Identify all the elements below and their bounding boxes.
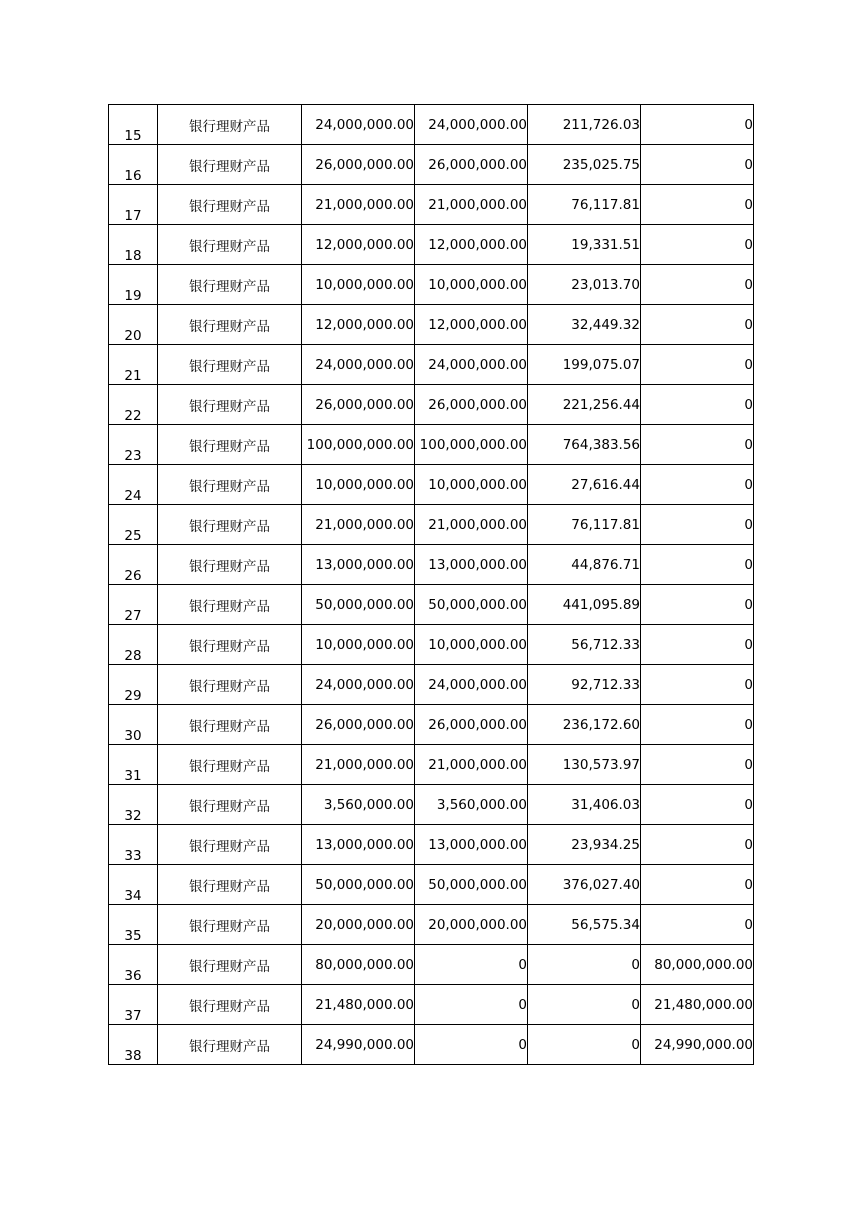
recovered-amount-cell: 26,000,000.00 (415, 385, 528, 425)
table-row (109, 185, 754, 225)
financial-products-table (108, 104, 754, 1065)
product-type-cell: 银行理财产品 (158, 785, 302, 825)
recovered-amount-cell: 50,000,000.00 (415, 865, 528, 905)
table-row (109, 545, 754, 585)
row-number-cell: 32 (109, 785, 158, 825)
outstanding-balance-cell: 0 (641, 865, 754, 905)
product-type-cell: 银行理财产品 (158, 625, 302, 665)
amount-cell: 50,000,000.00 (302, 585, 415, 625)
row-number-cell: 15 (109, 105, 158, 145)
table-row (109, 385, 754, 425)
row-number-cell: 20 (109, 305, 158, 345)
product-type-cell: 银行理财产品 (158, 385, 302, 425)
row-number-cell: 26 (109, 545, 158, 585)
amount-cell: 50,000,000.00 (302, 865, 415, 905)
product-type-cell: 银行理财产品 (158, 105, 302, 145)
income-cell: 211,726.03 (528, 105, 641, 145)
income-cell: 23,934.25 (528, 825, 641, 865)
table-row (109, 825, 754, 865)
outstanding-balance-cell: 0 (641, 825, 754, 865)
amount-cell: 10,000,000.00 (302, 265, 415, 305)
outstanding-balance-cell: 24,990,000.00 (641, 1025, 754, 1065)
outstanding-balance-cell: 0 (641, 385, 754, 425)
table-row (109, 145, 754, 185)
product-type-cell: 银行理财产品 (158, 145, 302, 185)
table-row (109, 905, 754, 945)
amount-cell: 24,990,000.00 (302, 1025, 415, 1065)
amount-cell: 24,000,000.00 (302, 105, 415, 145)
table-row (109, 265, 754, 305)
product-type-cell: 银行理财产品 (158, 985, 302, 1025)
outstanding-balance-cell: 0 (641, 905, 754, 945)
outstanding-balance-cell: 0 (641, 465, 754, 505)
row-number-cell: 17 (109, 185, 158, 225)
row-number-cell: 16 (109, 145, 158, 185)
recovered-amount-cell: 13,000,000.00 (415, 545, 528, 585)
table-row (109, 625, 754, 665)
recovered-amount-cell: 50,000,000.00 (415, 585, 528, 625)
product-type-cell: 银行理财产品 (158, 825, 302, 865)
table-row (109, 785, 754, 825)
amount-cell: 12,000,000.00 (302, 225, 415, 265)
table-row (109, 945, 754, 985)
amount-cell: 21,000,000.00 (302, 185, 415, 225)
outstanding-balance-cell: 0 (641, 585, 754, 625)
income-cell: 19,331.51 (528, 225, 641, 265)
recovered-amount-cell: 12,000,000.00 (415, 225, 528, 265)
row-number-cell: 34 (109, 865, 158, 905)
table-row (109, 465, 754, 505)
income-cell: 0 (528, 985, 641, 1025)
income-cell: 32,449.32 (528, 305, 641, 345)
recovered-amount-cell: 0 (415, 985, 528, 1025)
recovered-amount-cell: 24,000,000.00 (415, 105, 528, 145)
row-number-cell: 28 (109, 625, 158, 665)
product-type-cell: 银行理财产品 (158, 465, 302, 505)
amount-cell: 100,000,000.00 (302, 425, 415, 465)
income-cell: 27,616.44 (528, 465, 641, 505)
recovered-amount-cell: 13,000,000.00 (415, 825, 528, 865)
outstanding-balance-cell: 0 (641, 545, 754, 585)
amount-cell: 21,480,000.00 (302, 985, 415, 1025)
income-cell: 236,172.60 (528, 705, 641, 745)
amount-cell: 20,000,000.00 (302, 905, 415, 945)
income-cell: 0 (528, 945, 641, 985)
outstanding-balance-cell: 0 (641, 185, 754, 225)
income-cell: 76,117.81 (528, 505, 641, 545)
row-number-cell: 23 (109, 425, 158, 465)
product-type-cell: 银行理财产品 (158, 705, 302, 745)
income-cell: 235,025.75 (528, 145, 641, 185)
row-number-cell: 18 (109, 225, 158, 265)
recovered-amount-cell: 24,000,000.00 (415, 665, 528, 705)
table-row (109, 585, 754, 625)
recovered-amount-cell: 10,000,000.00 (415, 465, 528, 505)
amount-cell: 26,000,000.00 (302, 705, 415, 745)
recovered-amount-cell: 3,560,000.00 (415, 785, 528, 825)
table-row (109, 505, 754, 545)
outstanding-balance-cell: 0 (641, 105, 754, 145)
product-type-cell: 银行理财产品 (158, 585, 302, 625)
table-row (109, 745, 754, 785)
outstanding-balance-cell: 0 (641, 265, 754, 305)
recovered-amount-cell: 21,000,000.00 (415, 745, 528, 785)
product-type-cell: 银行理财产品 (158, 665, 302, 705)
amount-cell: 13,000,000.00 (302, 825, 415, 865)
row-number-cell: 25 (109, 505, 158, 545)
recovered-amount-cell: 26,000,000.00 (415, 145, 528, 185)
outstanding-balance-cell: 0 (641, 145, 754, 185)
row-number-cell: 22 (109, 385, 158, 425)
outstanding-balance-cell: 21,480,000.00 (641, 985, 754, 1025)
product-type-cell: 银行理财产品 (158, 545, 302, 585)
income-cell: 764,383.56 (528, 425, 641, 465)
amount-cell: 24,000,000.00 (302, 665, 415, 705)
outstanding-balance-cell: 0 (641, 665, 754, 705)
product-type-cell: 银行理财产品 (158, 905, 302, 945)
income-cell: 76,117.81 (528, 185, 641, 225)
table-row (109, 105, 754, 145)
outstanding-balance-cell: 0 (641, 625, 754, 665)
product-type-cell: 银行理财产品 (158, 1025, 302, 1065)
amount-cell: 12,000,000.00 (302, 305, 415, 345)
income-cell: 44,876.71 (528, 545, 641, 585)
table-body (109, 105, 754, 1065)
amount-cell: 10,000,000.00 (302, 465, 415, 505)
income-cell: 23,013.70 (528, 265, 641, 305)
income-cell: 130,573.97 (528, 745, 641, 785)
amount-cell: 80,000,000.00 (302, 945, 415, 985)
row-number-cell: 19 (109, 265, 158, 305)
product-type-cell: 银行理财产品 (158, 305, 302, 345)
row-number-cell: 21 (109, 345, 158, 385)
income-cell: 31,406.03 (528, 785, 641, 825)
income-cell: 441,095.89 (528, 585, 641, 625)
recovered-amount-cell: 26,000,000.00 (415, 705, 528, 745)
amount-cell: 10,000,000.00 (302, 625, 415, 665)
recovered-amount-cell: 0 (415, 1025, 528, 1065)
row-number-cell: 29 (109, 665, 158, 705)
row-number-cell: 36 (109, 945, 158, 985)
row-number-cell: 37 (109, 985, 158, 1025)
outstanding-balance-cell: 0 (641, 345, 754, 385)
income-cell: 56,712.33 (528, 625, 641, 665)
recovered-amount-cell: 0 (415, 945, 528, 985)
row-number-cell: 24 (109, 465, 158, 505)
income-cell: 92,712.33 (528, 665, 641, 705)
recovered-amount-cell: 24,000,000.00 (415, 345, 528, 385)
outstanding-balance-cell: 0 (641, 505, 754, 545)
product-type-cell: 银行理财产品 (158, 505, 302, 545)
recovered-amount-cell: 10,000,000.00 (415, 265, 528, 305)
row-number-cell: 31 (109, 745, 158, 785)
recovered-amount-cell: 20,000,000.00 (415, 905, 528, 945)
product-type-cell: 银行理财产品 (158, 945, 302, 985)
recovered-amount-cell: 100,000,000.00 (415, 425, 528, 465)
amount-cell: 13,000,000.00 (302, 545, 415, 585)
row-number-cell: 30 (109, 705, 158, 745)
table-row (109, 425, 754, 465)
product-type-cell: 银行理财产品 (158, 225, 302, 265)
income-cell: 56,575.34 (528, 905, 641, 945)
product-type-cell: 银行理财产品 (158, 745, 302, 785)
product-type-cell: 银行理财产品 (158, 865, 302, 905)
recovered-amount-cell: 21,000,000.00 (415, 185, 528, 225)
table-row (109, 665, 754, 705)
outstanding-balance-cell: 80,000,000.00 (641, 945, 754, 985)
outstanding-balance-cell: 0 (641, 425, 754, 465)
table-row (109, 225, 754, 265)
income-cell: 199,075.07 (528, 345, 641, 385)
table-row (109, 865, 754, 905)
amount-cell: 26,000,000.00 (302, 145, 415, 185)
outstanding-balance-cell: 0 (641, 305, 754, 345)
amount-cell: 21,000,000.00 (302, 745, 415, 785)
row-number-cell: 38 (109, 1025, 158, 1065)
product-type-cell: 银行理财产品 (158, 265, 302, 305)
amount-cell: 26,000,000.00 (302, 385, 415, 425)
recovered-amount-cell: 10,000,000.00 (415, 625, 528, 665)
outstanding-balance-cell: 0 (641, 785, 754, 825)
income-cell: 0 (528, 1025, 641, 1065)
row-number-cell: 33 (109, 825, 158, 865)
product-type-cell: 银行理财产品 (158, 345, 302, 385)
amount-cell: 3,560,000.00 (302, 785, 415, 825)
table-row (109, 985, 754, 1025)
outstanding-balance-cell: 0 (641, 705, 754, 745)
row-number-cell: 27 (109, 585, 158, 625)
product-type-cell: 银行理财产品 (158, 425, 302, 465)
amount-cell: 21,000,000.00 (302, 505, 415, 545)
table-row (109, 1025, 754, 1065)
product-type-cell: 银行理财产品 (158, 185, 302, 225)
table-row (109, 705, 754, 745)
amount-cell: 24,000,000.00 (302, 345, 415, 385)
table-row (109, 345, 754, 385)
outstanding-balance-cell: 0 (641, 745, 754, 785)
income-cell: 221,256.44 (528, 385, 641, 425)
outstanding-balance-cell: 0 (641, 225, 754, 265)
table-row (109, 305, 754, 345)
row-number-cell: 35 (109, 905, 158, 945)
recovered-amount-cell: 21,000,000.00 (415, 505, 528, 545)
recovered-amount-cell: 12,000,000.00 (415, 305, 528, 345)
income-cell: 376,027.40 (528, 865, 641, 905)
